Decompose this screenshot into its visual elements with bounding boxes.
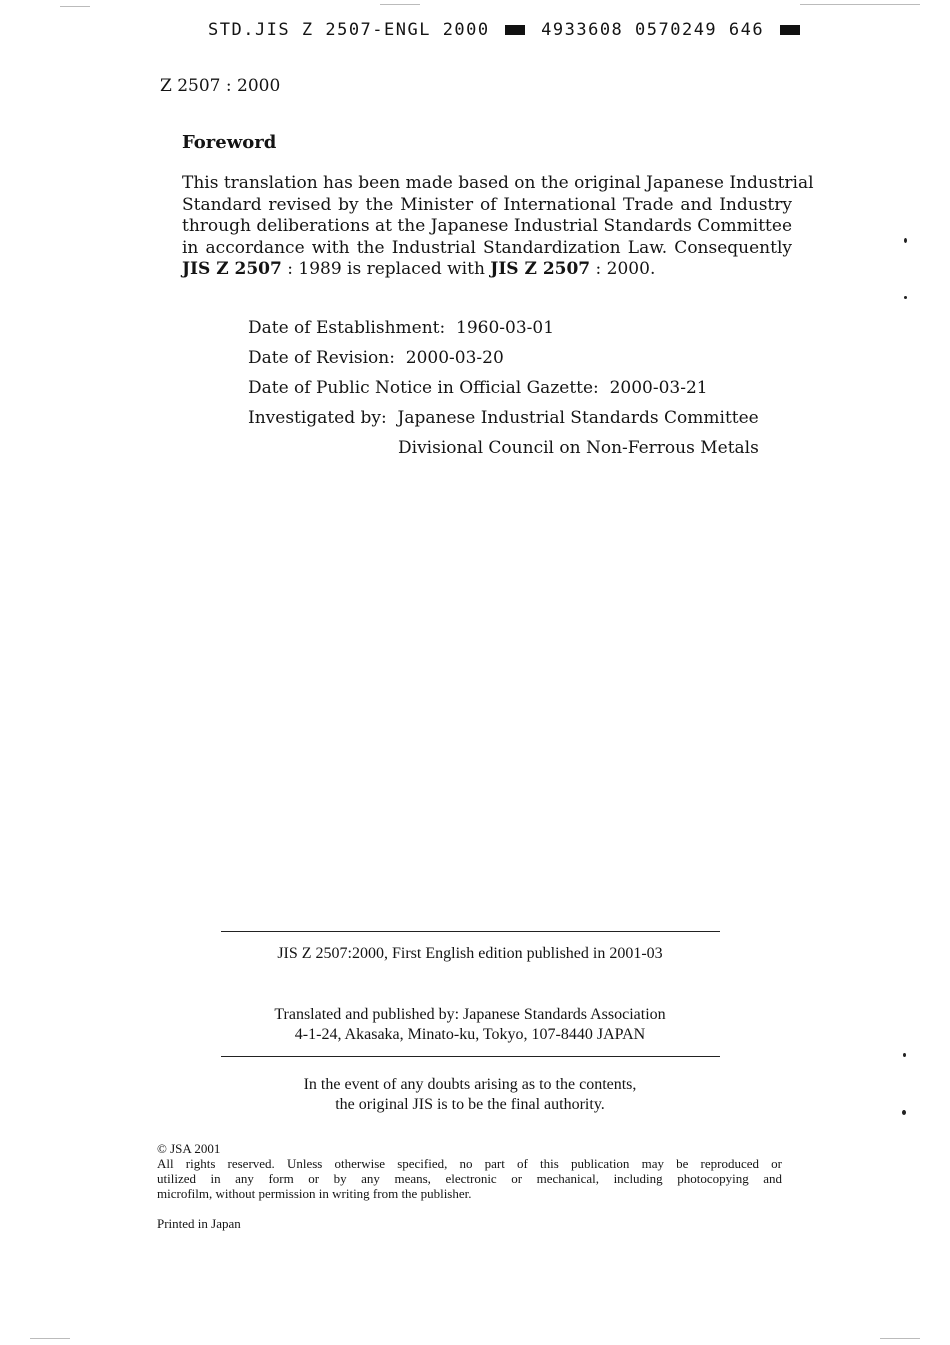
scan-edge-line bbox=[60, 6, 90, 7]
divider bbox=[221, 931, 720, 932]
investigated-value: Japanese Industrial Standards Committee bbox=[397, 408, 759, 428]
standard-reference: JIS Z 2507 bbox=[182, 259, 282, 279]
copyright-line: All rights reserved. Unless otherwise specified, no part of this publication may be reproduced or bbox=[157, 1156, 782, 1171]
foreword-body bbox=[182, 173, 814, 281]
foreword-line: through deliberations at the Japanese Industrial Standards Committee bbox=[182, 216, 792, 236]
scan-edge-line bbox=[880, 1338, 920, 1339]
establishment-value: 1960-03-01 bbox=[456, 318, 555, 338]
scan-speck-icon bbox=[904, 296, 907, 299]
authority-line: In the event of any doubts arising as to the contents, bbox=[303, 1076, 637, 1093]
foreword-last-line bbox=[182, 259, 792, 281]
foreword-line: Standard revised by the Minister of International Trade and Industry bbox=[182, 194, 792, 215]
edition-note: JIS Z 2507:2000, First English edition published in 2001-03 bbox=[277, 945, 663, 962]
notice-value: 2000-03-21 bbox=[609, 378, 708, 398]
investigated-label: Investigated by: bbox=[248, 408, 387, 428]
scan-edge-line bbox=[30, 1338, 70, 1339]
copyright-block bbox=[157, 1141, 782, 1201]
scan-header-serial: 4933608 0570249 646 bbox=[541, 20, 765, 40]
foreword-title: Foreword bbox=[182, 132, 277, 153]
publisher-block bbox=[180, 1005, 760, 1045]
authority-line: the original JIS is to be the final authority. bbox=[335, 1096, 605, 1113]
notice-row bbox=[248, 378, 759, 408]
scan-edge-line bbox=[380, 4, 420, 5]
divider bbox=[221, 1056, 720, 1057]
copyright-line: microfilm, without permission in writing from the publisher. bbox=[157, 1186, 472, 1201]
standard-reference: JIS Z 2507 bbox=[490, 259, 591, 279]
dates-block bbox=[248, 318, 759, 468]
redaction-block-icon bbox=[505, 25, 525, 35]
establishment-row bbox=[248, 318, 759, 348]
scan-edge-line bbox=[800, 4, 920, 5]
printed-in: Printed in Japan bbox=[157, 1216, 241, 1231]
revision-value: 2000-03-20 bbox=[405, 348, 504, 368]
investigated-value: Divisional Council on Non-Ferrous Metals bbox=[398, 438, 759, 458]
authority-note bbox=[180, 1075, 760, 1115]
foreword-text: : 2000. bbox=[590, 259, 656, 279]
foreword-line: This translation has been made based on the original Japanese Industrial bbox=[182, 173, 814, 193]
redaction-block-icon bbox=[780, 25, 800, 35]
publisher-address: 4-1-24, Akasaka, Minato-ku, Tokyo, 107-8440 JAPAN bbox=[294, 1026, 646, 1043]
copyright-holder: © JSA 2001 bbox=[157, 1141, 221, 1156]
investigated-row-continued bbox=[248, 438, 759, 468]
scan-header bbox=[208, 20, 804, 40]
scan-speck-icon bbox=[903, 1053, 906, 1057]
revision-row bbox=[248, 348, 759, 378]
scan-speck-icon bbox=[904, 238, 907, 243]
scan-header-code: STD.JIS Z 2507-ENGL 2000 bbox=[208, 20, 490, 40]
notice-label: Date of Public Notice in Official Gazette: bbox=[248, 378, 599, 398]
revision-label: Date of Revision: bbox=[248, 348, 395, 368]
investigated-row bbox=[248, 408, 759, 438]
scan-speck-icon bbox=[902, 1110, 906, 1115]
establishment-label: Date of Establishment: bbox=[248, 318, 446, 338]
foreword-text: : 1989 is replaced with bbox=[281, 259, 491, 279]
document-number: Z 2507 : 2000 bbox=[160, 76, 281, 96]
publisher-name: Translated and published by: Japanese Standards Association bbox=[274, 1006, 666, 1023]
foreword-line: in accordance with the Industrial Standardization Law. Consequently bbox=[182, 237, 792, 258]
copyright-line: utilized in any form or by any means, electronic or mechanical, including photocopying and bbox=[157, 1171, 782, 1186]
